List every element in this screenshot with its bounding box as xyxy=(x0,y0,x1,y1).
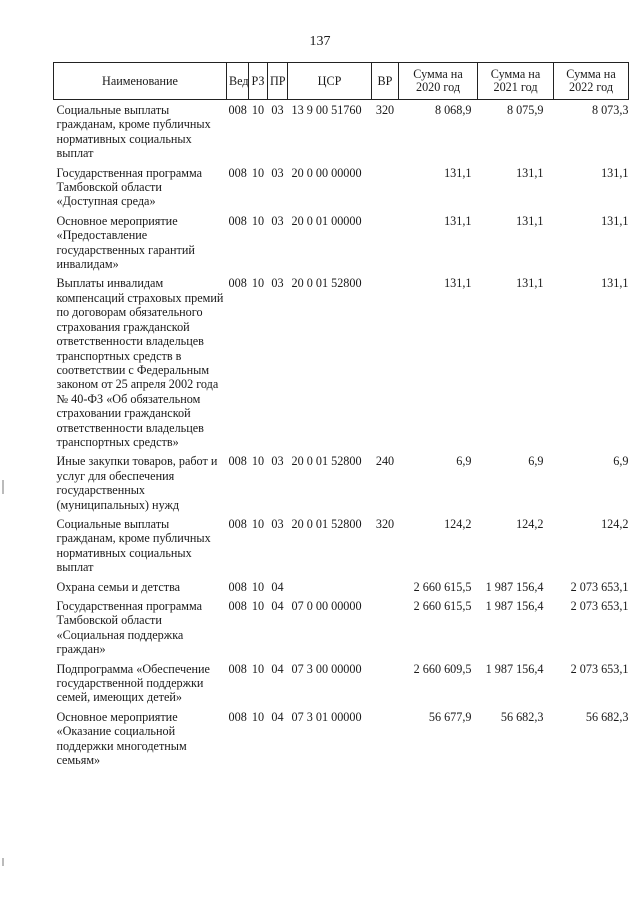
table-row xyxy=(54,705,629,768)
table-row xyxy=(54,449,629,512)
row-sum-2022: 131,1 xyxy=(601,213,629,228)
row-vr xyxy=(372,657,399,705)
row-rz: 10 xyxy=(251,579,265,594)
row-sum-2022: 131,1 xyxy=(601,165,629,180)
table-row xyxy=(54,271,629,449)
row-sum-2021: 124,2 xyxy=(516,516,544,531)
row-ved: 008 xyxy=(228,454,247,469)
row-name: Основное мероприятие «Предоставление государственных гарантий инвалидам» xyxy=(56,213,195,272)
row-csr: 20 0 01 52800 xyxy=(291,516,362,531)
row-vr xyxy=(372,575,399,594)
row-name: Государственная программа Тамбовской области «Социальная поддержка граждан» xyxy=(56,599,203,657)
row-pr: 03 xyxy=(271,516,284,531)
row-sum-2021: 1 987 156,4 xyxy=(485,579,544,594)
row-ved: 008 xyxy=(228,516,247,531)
row-rz: 10 xyxy=(251,599,265,613)
row-sum-2020: 2 660 615,5 xyxy=(413,599,472,613)
row-rz: 10 xyxy=(251,276,265,291)
row-ved: 008 xyxy=(228,661,247,676)
row-name: Подпрограмма «Обеспечение государственной поддержки семей, имеющих детей» xyxy=(56,661,210,705)
table-row xyxy=(54,594,629,657)
row-sum-2022: 131,1 xyxy=(601,276,629,291)
header-rz: РЗ xyxy=(249,63,268,100)
row-sum-2020: 6,9 xyxy=(456,454,472,469)
table-row xyxy=(54,161,629,209)
row-ved: 008 xyxy=(228,213,247,228)
row-name: Социальные выплаты гражданам, кроме публичных нормативных социальных выплат xyxy=(56,103,211,161)
table-body xyxy=(54,100,629,768)
scan-edge-mark xyxy=(2,858,4,866)
row-vr xyxy=(372,161,399,209)
row-sum-2022: 2 073 653,1 xyxy=(570,599,629,613)
row-sum-2022: 2 073 653,1 xyxy=(570,661,629,676)
row-pr: 03 xyxy=(271,276,284,291)
row-pr: 04 xyxy=(271,661,284,676)
row-pr: 04 xyxy=(271,599,284,613)
header-sum-2021: Сумма на 2021 год xyxy=(478,63,554,100)
table-row xyxy=(54,575,629,594)
row-sum-2020: 131,1 xyxy=(444,165,472,180)
row-name: Иные закупки товаров, работ и услуг для обеспечения государственных (муниципальных) нужд xyxy=(56,454,218,512)
header-sum-2020: Сумма на 2020 год xyxy=(399,63,478,100)
table-row xyxy=(54,209,629,272)
row-ved: 008 xyxy=(228,579,247,594)
row-csr: 20 0 01 52800 xyxy=(291,276,362,291)
row-rz: 10 xyxy=(251,103,265,117)
row-rz: 10 xyxy=(251,165,265,180)
row-vr xyxy=(372,594,399,657)
budget-table xyxy=(53,62,629,767)
row-name: Социальные выплаты гражданам, кроме публичных нормативных социальных выплат xyxy=(56,516,211,575)
row-csr: 20 0 01 00000 xyxy=(291,213,362,228)
header-pr: ПР xyxy=(268,63,288,100)
header-sum-2022: Сумма на 2022 год xyxy=(554,63,629,100)
budget-table-container xyxy=(53,62,628,767)
table-header xyxy=(54,63,629,100)
row-sum-2020: 124,2 xyxy=(444,516,472,531)
header-row xyxy=(54,63,629,100)
row-csr: 07 0 00 00000 xyxy=(291,599,362,613)
row-pr: 03 xyxy=(271,165,284,180)
row-sum-2020: 131,1 xyxy=(444,276,472,291)
page-number: 137 xyxy=(309,34,331,49)
row-ved: 008 xyxy=(228,103,247,117)
row-sum-2022: 124,2 xyxy=(601,516,629,531)
row-pr: 04 xyxy=(271,579,284,594)
row-sum-2020: 2 660 609,5 xyxy=(413,661,472,676)
row-sum-2020: 8 068,9 xyxy=(434,103,472,117)
header-csr: ЦСР xyxy=(288,63,372,100)
row-vr xyxy=(372,209,399,272)
row-pr: 03 xyxy=(271,103,284,117)
row-name: Охрана семьи и детства xyxy=(56,579,181,594)
row-vr xyxy=(372,271,399,449)
row-rz: 10 xyxy=(251,709,265,724)
row-ved: 008 xyxy=(228,709,247,724)
row-vr xyxy=(372,705,399,768)
row-rz: 10 xyxy=(251,516,265,531)
table-row xyxy=(54,100,629,161)
row-rz: 10 xyxy=(251,454,265,469)
row-pr: 04 xyxy=(271,709,284,724)
row-sum-2022: 6,9 xyxy=(613,454,629,469)
row-csr: 20 0 01 52800 xyxy=(291,454,362,469)
row-sum-2021: 8 075,9 xyxy=(506,103,544,117)
table-row xyxy=(54,657,629,705)
row-sum-2021: 56 682,3 xyxy=(500,709,544,724)
table-row xyxy=(54,512,629,575)
row-sum-2020: 56 677,9 xyxy=(428,709,472,724)
row-sum-2020: 131,1 xyxy=(444,213,472,228)
row-sum-2022: 56 682,3 xyxy=(585,709,629,724)
row-sum-2022: 2 073 653,1 xyxy=(570,579,629,594)
row-rz: 10 xyxy=(251,661,265,676)
row-sum-2021: 131,1 xyxy=(516,213,544,228)
row-ved: 008 xyxy=(228,276,247,291)
header-ved: Вед xyxy=(227,63,249,100)
row-sum-2020: 2 660 615,5 xyxy=(413,579,472,594)
row-name: Государственная программа Тамбовской области «Доступная среда» xyxy=(56,165,203,209)
row-csr: 07 3 01 00000 xyxy=(291,709,362,724)
row-sum-2021: 1 987 156,4 xyxy=(485,599,544,613)
row-sum-2021: 6,9 xyxy=(528,454,544,469)
row-name: Основное мероприятие «Оказание социальной поддержки многодетным семьям» xyxy=(56,709,187,768)
row-sum-2021: 131,1 xyxy=(516,276,544,291)
row-csr xyxy=(288,575,372,594)
row-pr: 03 xyxy=(271,454,284,469)
row-rz: 10 xyxy=(251,213,265,228)
row-vr: 320 xyxy=(375,516,395,531)
row-csr: 07 3 00 00000 xyxy=(291,661,362,676)
row-vr: 240 xyxy=(375,454,395,469)
row-vr: 320 xyxy=(375,103,395,117)
row-csr: 13 9 00 51760 xyxy=(291,103,362,117)
row-sum-2021: 131,1 xyxy=(516,165,544,180)
row-sum-2021: 1 987 156,4 xyxy=(485,661,544,676)
scan-edge-mark xyxy=(2,480,4,494)
row-sum-2022: 8 073,3 xyxy=(591,103,629,117)
row-ved: 008 xyxy=(228,165,247,180)
row-ved: 008 xyxy=(228,599,247,613)
header-vr: ВР xyxy=(372,63,399,100)
row-pr: 03 xyxy=(271,213,284,228)
row-name: Выплаты инвалидам компенсаций страховых премий по договорам обязательного страхования гражданской ответственности владельцев транспортных средств в соответствии с Федеральным законом от 25 апреля 2002 года № 40-ФЗ «Об обязательном страховании гражданской ответственности владельцев транспортных средств» xyxy=(56,276,224,449)
header-name: Наименование xyxy=(54,63,227,100)
row-csr: 20 0 00 00000 xyxy=(291,165,362,180)
